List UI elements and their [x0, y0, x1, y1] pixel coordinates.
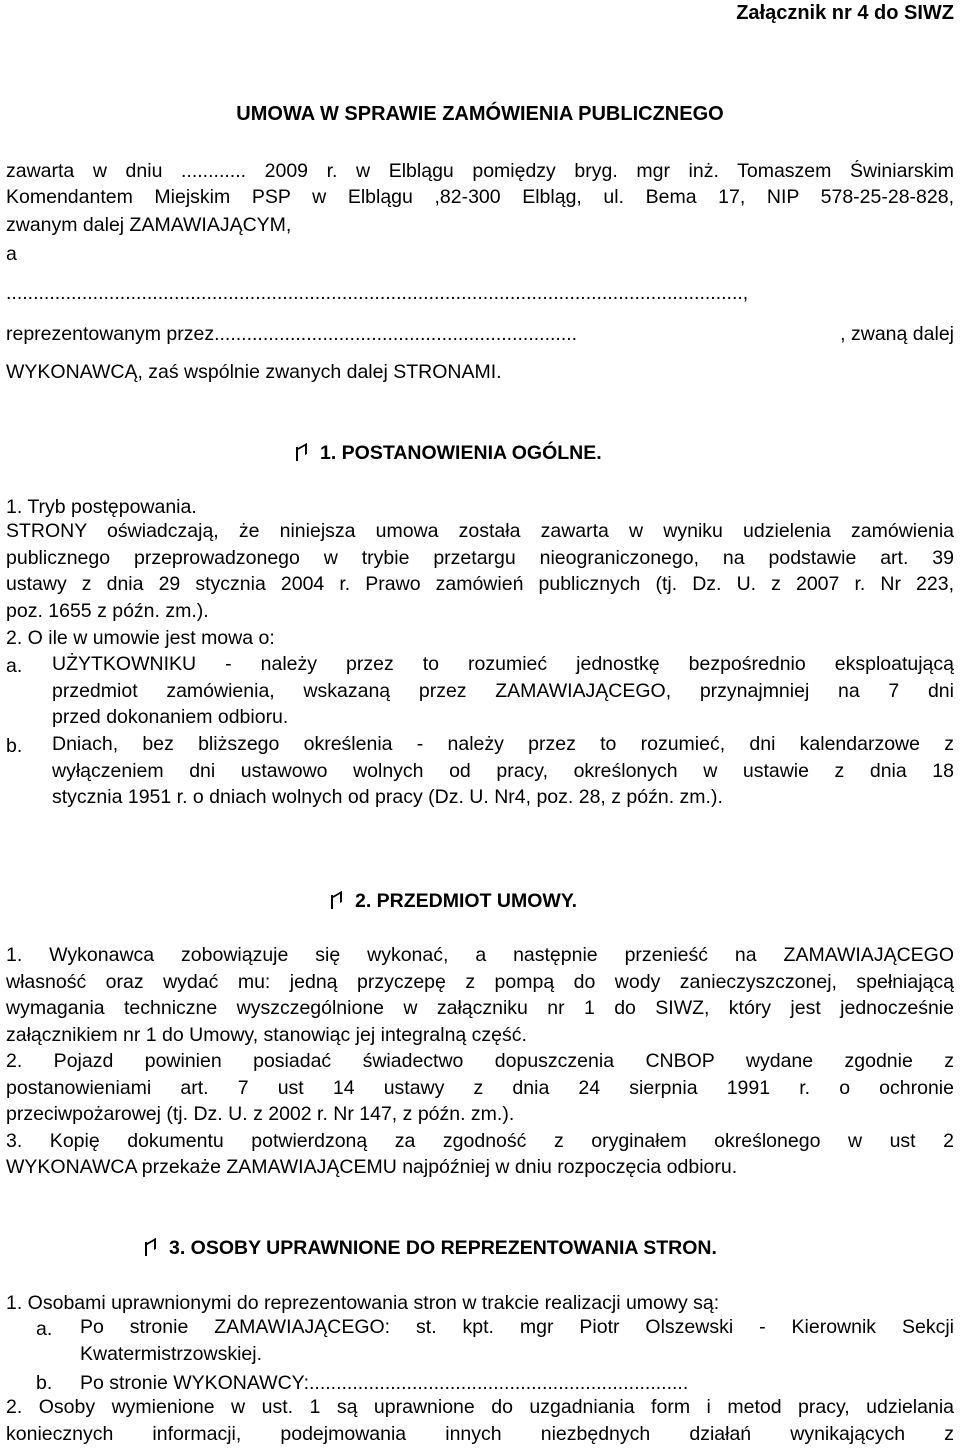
- section-2-line: 1. Wykonawca zobowiązuje się wykonać, a następnie przenieść na ZAMAWIAJĄCEGO: [6, 944, 954, 966]
- intro-line-1: zawarta w dniu ............ 2009 r. w Elblągu pomiędzy bryg. mgr inż. Tomaszem Świniarskim: [6, 160, 954, 182]
- section-3-a-body: [80, 1314, 954, 1367]
- section-2-line: 2. Pojazd powinien posiadać świadectwo dopuszczenia CNBOP wydane zgodnie z: [6, 1050, 954, 1072]
- section-1-b-marker: b.: [6, 735, 23, 757]
- section-1-p1-line: ustawy z dnia 29 stycznia 2004 r. Prawo zamówień publicznych (tj. Dz. U. z 2007 r. Nr 223,: [6, 573, 954, 595]
- section-1-b-line: wyłączeniem dni ustawowo wolnych od pracy, określonych w ustawie z dnia 18: [52, 759, 954, 782]
- section-3-b-marker: b.: [36, 1372, 53, 1394]
- section-1-a-line: przed dokonaniem odbioru.: [52, 706, 289, 728]
- section-2-line: wymagania techniczne wyszczególnione w załączniku nr 1 do SIWZ, który jest jednocześnie: [6, 997, 954, 1019]
- intro-line-3: zwanym dalej ZAMAWIAJĄCYM,: [6, 214, 292, 236]
- section-3-p2-line: 2. Osoby wymienione w ust. 1 są uprawnione do uzgadniania form i metod pracy, udzielania: [6, 1396, 954, 1418]
- section-3-a-line: Po stronie ZAMAWIAJĄCEGO: st. kpt. mgr Piotr Olszewski - Kierownik Sekcji: [80, 1316, 954, 1338]
- section-1-b-body: [52, 731, 954, 811]
- section-3-a-line: Kwatermistrzowskiej.: [80, 1342, 263, 1365]
- section-3-a-marker: a.: [36, 1318, 53, 1340]
- section-1-a-marker: a.: [6, 655, 23, 677]
- section-2-line: przeciwpożarowej (tj. Dz. U. z 2002 r. Nr 147, z późn. zm.).: [6, 1103, 515, 1125]
- section-1-b-line: Dniach, bez bliższego określenia - należy przez to rozumieć, dni kalendarzowe z: [52, 733, 954, 755]
- section-2-line: WYKONAWCA przekaże ZAMAWIAJĄCEMU najpóźniej w dniu rozpoczęcia odbioru.: [6, 1156, 738, 1178]
- arrow-bullet-icon: [296, 445, 306, 463]
- section-1-a-line: przedmiot zamówienia, wskazaną przez ZAMAWIAJĄCEGO, przynajmniej na 7 dni: [52, 679, 954, 702]
- contract-title: UMOWA W SPRAWIE ZAMÓWIENIA PUBLICZNEGO: [236, 103, 724, 125]
- arrow-bullet-icon: [145, 1240, 155, 1258]
- section-2-line: 3. Kopię dokumentu potwierdzoną za zgodność z oryginałem określonego w ust 2: [6, 1129, 954, 1152]
- section-1-b-line: stycznia 1951 r. o dniach wolnych od pracy (Dz. U. Nr4, poz. 28, z późn. zm.).: [52, 786, 723, 808]
- intro-line-7: WYKONAWCĄ, zaś wspólnie zwanych dalej STRONAMI.: [6, 361, 502, 383]
- section-2-heading-text: 2. PRZEDMIOT UMOWY.: [355, 890, 578, 912]
- intro-line-2: Komendantem Miejskim PSP w Elblągu ,82-300 Elbląg, ul. Bema 17, NIP 578-25-28-828,: [6, 186, 954, 208]
- section-3-heading-text: 3. OSOBY UPRAWNIONE DO REPREZENTOWANIA STRON.: [169, 1237, 717, 1259]
- section-1-heading-text: 1. POSTANOWIENIA OGÓLNE.: [320, 442, 602, 464]
- section-2-line: własność oraz wydać mu: jedną przyczepę z pompą do wody zanieczyszczonej, spełniającą: [6, 970, 954, 993]
- section-1-a-body: [52, 651, 954, 731]
- section-1-a-line: UŻYTKOWNIKU - należy przez to rozumieć jednostkę bezpośrednio eksploatującą: [52, 653, 954, 675]
- intro-line-6b: , zwaną dalej: [840, 323, 954, 345]
- intro-line-5: ........................................................................................................................................,: [6, 282, 749, 304]
- intro-line-6a: reprezentowanym przez...................................................................: [6, 323, 578, 345]
- section-1-p1-title: 1. Tryb postępowania.: [6, 496, 197, 518]
- section-2-heading: [331, 890, 577, 913]
- section-3-p2-body: [6, 1394, 954, 1447]
- section-2-line: załącznikiem nr 1 do Umowy, stanowiąc jej integralną część.: [6, 1023, 527, 1046]
- attachment-label: Załącznik nr 4 do SIWZ: [736, 2, 954, 24]
- intro-line-4: a: [6, 243, 17, 265]
- section-3-p2-line: koniecznych informacji, podejmowania innych niezbędnych działań wynikających z: [6, 1422, 954, 1445]
- section-3-heading: [145, 1237, 717, 1260]
- section-1-p2-title: 2. O ile w umowie jest mowa o:: [6, 627, 275, 649]
- arrow-bullet-icon: [331, 893, 341, 911]
- section-3-b-line: Po stronie WYKONAWCY:......................................................................: [80, 1372, 689, 1394]
- section-1-p1-line: publicznego przeprowadzonego w trybie przetargu nieograniczonego, na podstawie art. 39: [6, 546, 954, 569]
- section-3-p1: 1. Osobami uprawnionymi do reprezentowania stron w trakcie realizacji umowy są:: [6, 1292, 720, 1314]
- section-1-p1-line: poz. 1655 z późn. zm.).: [6, 599, 209, 622]
- section-1-p1-body: [6, 518, 954, 624]
- section-2-body: [6, 942, 954, 1181]
- section-2-line: postanowieniami art. 7 ust 14 ustawy z dnia 24 sierpnia 1991 r. o ochronie: [6, 1076, 954, 1099]
- section-1-heading: [296, 442, 602, 465]
- section-1-p1-line: STRONY oświadczają, że niniejsza umowa została zawarta w wyniku udzielenia zamówienia: [6, 520, 954, 542]
